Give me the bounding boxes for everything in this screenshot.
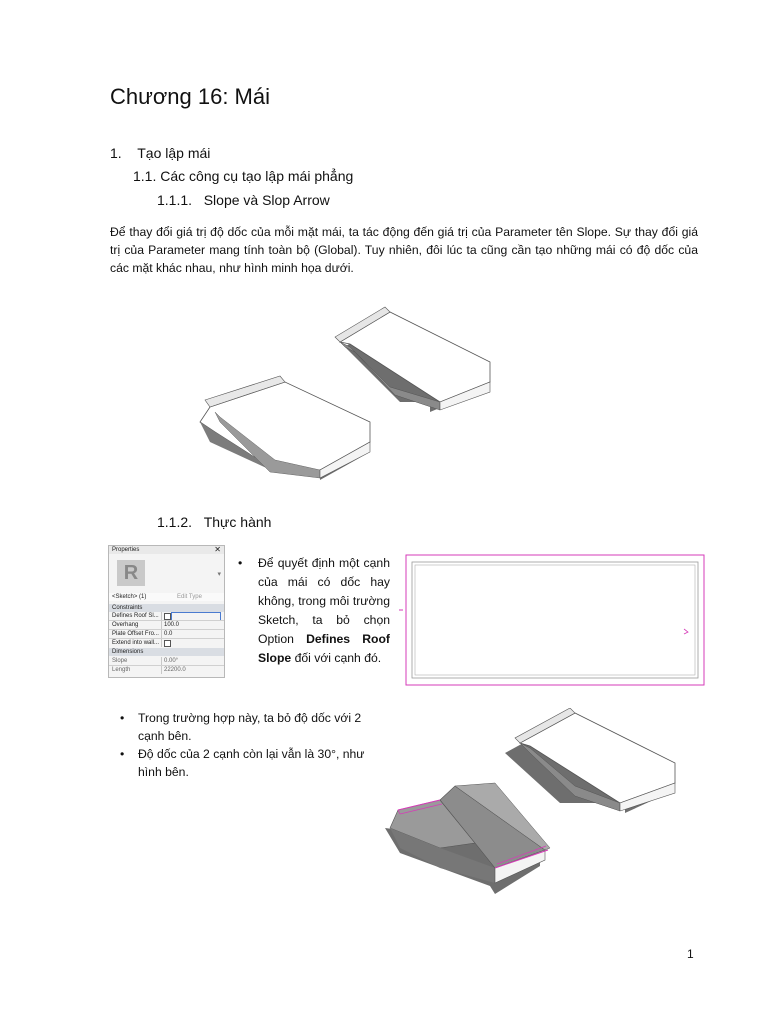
prop-row-overhang[interactable] [109,621,224,629]
bullet-text: Để quyết định một cạnh của mái có dốc hay không, trong môi trường Sketch, ta bỏ chọn Option [258,556,390,646]
prop-value[interactable]: 0.00° [164,658,179,664]
prop-row-extend-into-wall[interactable] [109,639,224,647]
heading-2-text: Các công cụ tạo lập mái phẳng [160,168,354,184]
heading-1-number: 1. [110,145,122,161]
page-number: 1 [687,947,694,961]
heading-3-number: 1.1.1. [157,192,193,208]
bullet-marker: • [238,556,243,570]
section-label: Dimensions [112,649,144,655]
section-constraints[interactable] [109,604,224,612]
type-select[interactable]: <Sketch> (1) [112,594,147,600]
bullet-list-slopes [120,709,382,781]
prop-row-length[interactable] [109,666,224,674]
heading-3-practice [157,514,271,530]
heading-1 [110,145,210,161]
sketch-outline-outer [406,555,704,685]
edit-type-button[interactable]: Edit Type [177,594,202,600]
bullet-bold-text: Defines Roof Slope [258,632,390,665]
prop-row-plate-offset[interactable] [109,630,224,638]
list-item [120,745,382,781]
heading-3-text: Thực hành [203,514,272,530]
properties-panel[interactable] [108,545,225,678]
extend-into-wall-checkbox[interactable] [164,640,171,647]
sketch-wall-inner [415,565,695,675]
section-dimensions[interactable] [109,648,224,656]
prop-label: Defines Roof Sl... [112,613,159,619]
roof-figure-bottom [380,708,690,908]
prop-label: Length [112,667,131,673]
slope-marker-right [684,629,688,634]
prop-label: Extend into wall... [112,640,160,646]
sketch-wall-outer [412,562,698,678]
defines-roof-slope-checkbox[interactable] [164,613,171,620]
page-title: Chương 16: Mái [110,84,271,109]
heading-3-text: Slope và Slop Arrow [203,192,330,208]
prop-label: Slope [112,658,128,664]
bullet-defines-roof-slope [240,554,390,668]
prop-value[interactable]: 100.0 [164,622,180,628]
prop-value[interactable]: 22200.0 [164,667,186,673]
prop-row-slope[interactable] [109,657,224,665]
heading-3-number: 1.1.2. [157,514,193,530]
prop-row-defines-roof-slope[interactable] [109,612,224,620]
roof-figure-top [190,292,540,512]
list-item [120,709,382,745]
prop-label: Overhang [112,622,139,628]
chevron-down-icon[interactable]: ▾ [217,571,221,578]
properties-header [109,546,224,554]
close-icon[interactable]: ✕ [214,545,221,554]
prop-label: Plate Offset Fro... [112,631,159,637]
heading-2 [133,168,353,184]
heading-1-text: Tạo lập mái [137,145,211,161]
section-label: Constraints [112,605,143,611]
bullet-marker: • [120,747,125,761]
type-selector-row[interactable] [109,593,224,601]
revit-logo-icon: R [117,560,145,586]
heading-2-number: 1.1. [133,168,157,184]
bullet-text: Trong trường hợp này, ta bỏ độ dốc với 2 cạnh bên. [138,711,362,743]
bullet-text-end: đối với cạnh đó. [291,651,382,665]
prop-value[interactable]: 0.0 [164,631,173,637]
bullet-marker: • [120,711,125,725]
sketch-plan-figure [398,552,710,688]
properties-title: Properties [112,547,140,553]
body-paragraph: Để thay đổi giá trị độ dốc của mỗi mặt mái, ta tác động đến giá trị của Parameter tên Slope. Sự thay đổi giá trị của Parameter mang tính toàn bộ (Global). Tuy nhiên, đôi lúc ta cũng cần tạo những mái có độ dốc của các mặt khác nhau, như hình minh họa dưới. [110,225,698,275]
heading-3-slope [157,192,330,208]
bullet-text: Độ dốc của 2 cạnh còn lại vẫn là 30°, như hình bên. [138,747,365,779]
